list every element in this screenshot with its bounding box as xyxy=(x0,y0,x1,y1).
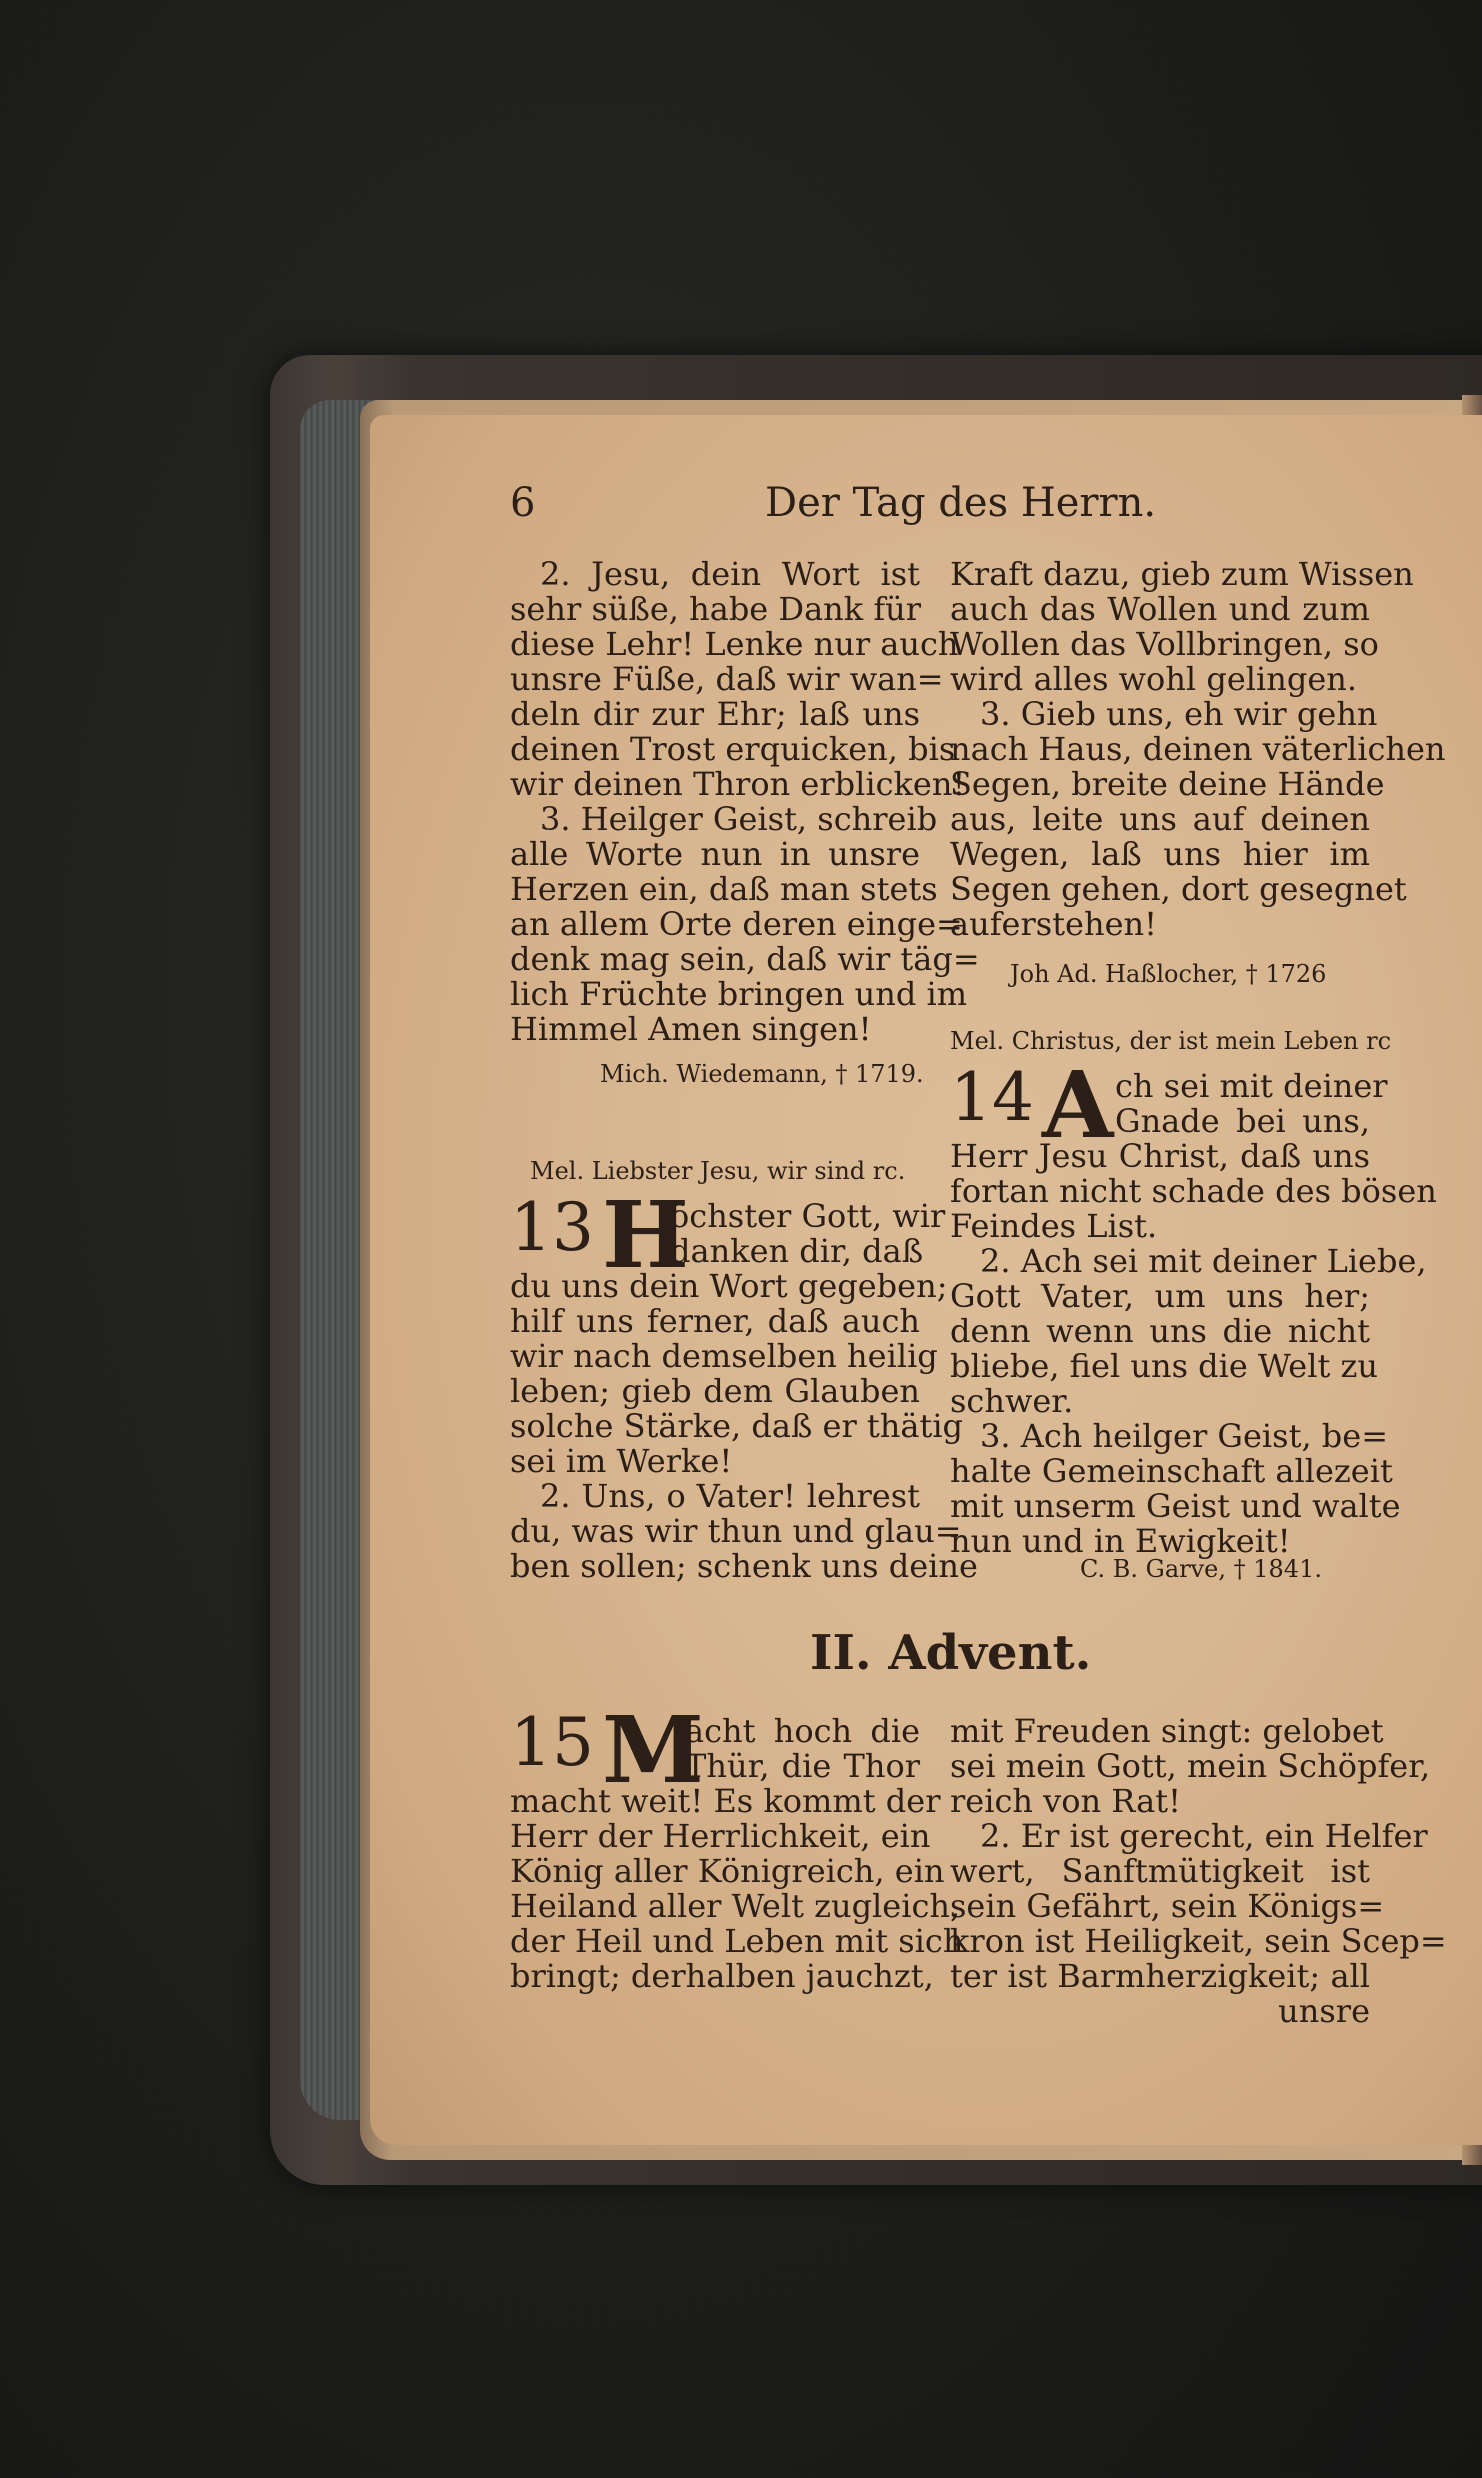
author-signature: Mich. Wiedemann, † 1719. xyxy=(600,1060,924,1088)
text-line: schwer. xyxy=(950,1382,1074,1420)
text-line: Herr Jesu Christ, daß uns xyxy=(950,1137,1370,1175)
text-line: öchster Gott, wir xyxy=(670,1197,946,1235)
text-line: mit unserm Geist und walte xyxy=(950,1487,1401,1525)
text-line: 3. Gieb uns, eh wir gehn xyxy=(980,695,1378,733)
text-line: auferstehen! xyxy=(950,905,1157,943)
melody-note: Mel. Liebster Jesu, wir sind rc. xyxy=(530,1157,906,1185)
author-signature: C. B. Garve, † 1841. xyxy=(1080,1555,1322,1583)
text-line: diese Lehr! Lenke nur auch xyxy=(510,625,959,663)
text-line: Heiland aller Welt zugleich, xyxy=(510,1887,961,1925)
text-line: Gott Vater, um uns her; xyxy=(950,1277,1370,1315)
hymn-15-left xyxy=(510,1782,964,1995)
left-column-top xyxy=(510,555,980,1048)
text-line: reich von Rat! xyxy=(950,1782,1181,1820)
text-line: hilf uns ferner, daß auch xyxy=(510,1302,920,1340)
text-line: wir nach demselben heilig xyxy=(510,1337,938,1375)
drop-capital: M xyxy=(602,1696,704,1804)
right-column-top xyxy=(950,555,1446,943)
drop-capital: H xyxy=(602,1181,689,1289)
hymn-number: 14 xyxy=(950,1059,1034,1136)
text-line: König aller Königreich, ein xyxy=(510,1852,945,1890)
text-line: denn wenn uns die nicht xyxy=(950,1312,1370,1350)
text-line: an allem Orte deren einge= xyxy=(510,905,963,943)
text-line: 3. Ach heilger Geist, be= xyxy=(980,1417,1389,1455)
hymn-15-right xyxy=(950,1712,1447,2030)
text-line: mit Freuden singt: gelobet xyxy=(950,1712,1384,1750)
text-line: acht hoch die xyxy=(685,1712,920,1750)
text-line: sein Gefährt, sein Königs= xyxy=(950,1887,1385,1925)
drop-capital: A xyxy=(1042,1051,1114,1159)
catchword: unsre xyxy=(1278,1992,1370,2030)
hymn-number: 13 xyxy=(510,1189,594,1266)
melody-note: Mel. Christus, der ist mein Leben rc xyxy=(950,1027,1392,1055)
text-line: Himmel Amen singen! xyxy=(510,1010,872,1048)
text-line: ben sollen; schenk uns deine xyxy=(510,1547,978,1585)
text-line: ch sei mit deiner xyxy=(1115,1067,1388,1105)
text-line: aus, leite uns auf deinen xyxy=(950,800,1370,838)
text-line: Segen, breite deine Hände xyxy=(950,765,1385,803)
text-line: halte Gemeinschaft allezeit xyxy=(950,1452,1393,1490)
text-line: denk mag sein, daß wir täg= xyxy=(510,940,980,978)
hymn-15-opening xyxy=(685,1712,920,1785)
text-line: Herzen ein, daß man stets xyxy=(510,870,938,908)
text-line: lich Früchte bringen und im xyxy=(510,975,968,1013)
text-line: nun und in Ewigkeit! xyxy=(950,1522,1291,1560)
author-signature: Joh Ad. Haßlocher, † 1726 xyxy=(1010,960,1327,988)
text-line: 2. Ach sei mit deiner Liebe, xyxy=(980,1242,1427,1280)
text-line: Herr der Herrlichkeit, ein xyxy=(510,1817,931,1855)
hymn-14-opening xyxy=(1115,1067,1388,1140)
text-line: bliebe, fiel uns die Welt zu xyxy=(950,1347,1378,1385)
text-line: 2. Jesu, dein Wort ist xyxy=(540,555,920,593)
text-line: Gnade bei uns, xyxy=(1115,1102,1370,1140)
text-line: 2. Uns, o Vater! lehrest xyxy=(540,1477,920,1515)
text-line: wird alles wohl gelingen. xyxy=(950,660,1358,698)
text-line: der Heil und Leben mit sich xyxy=(510,1922,964,1960)
text-line: 3. Heilger Geist, schreib xyxy=(540,800,938,838)
text-line: sei mein Gott, mein Schöpfer, xyxy=(950,1747,1431,1785)
text-line: solche Stärke, daß er thätig xyxy=(510,1407,964,1445)
text-line: wert, Sanftmütigkeit ist xyxy=(950,1852,1370,1890)
text-line: Kraft dazu, gieb zum Wissen xyxy=(950,555,1414,593)
text-line: Segen gehen, dort gesegnet xyxy=(950,870,1407,908)
text-line: 2. Er ist gerecht, ein Helfer xyxy=(980,1817,1428,1855)
hymn-13-body xyxy=(510,1267,978,1585)
text-line: Wegen, laß uns hier im xyxy=(950,835,1370,873)
book-page xyxy=(370,415,1482,2145)
text-line: deinen Trost erquicken, bis xyxy=(510,730,956,768)
hymn-13-opening xyxy=(670,1197,946,1270)
text-line: fortan nicht schade des bösen xyxy=(950,1172,1437,1210)
text-line: deln dir zur Ehr; laß uns xyxy=(510,695,920,733)
text-line: ter ist Barmherzigkeit; all xyxy=(950,1957,1370,1995)
text-line: danken dir, daß xyxy=(670,1232,924,1270)
text-line: wir deinen Thron erblicken! xyxy=(510,765,966,803)
text-line: leben; gieb dem Glauben xyxy=(510,1372,920,1410)
text-line: sehr süße, habe Dank für xyxy=(510,590,922,628)
text-line: Thür, die Thor xyxy=(685,1747,920,1785)
text-line: Feindes List. xyxy=(950,1207,1158,1245)
text-line: kron ist Heiligkeit, sein Scep= xyxy=(950,1922,1447,1960)
text-line: macht weit! Es kommt der xyxy=(510,1782,941,1820)
text-line: nach Haus, deinen väterlichen xyxy=(950,730,1446,768)
page-number: 6 xyxy=(510,480,536,526)
text-line: du uns dein Wort gegeben; xyxy=(510,1267,948,1305)
text-line: du, was wir thun und glau= xyxy=(510,1512,962,1550)
text-line: unsre Füße, daß wir wan= xyxy=(510,660,944,698)
text-line: Wollen das Vollbringen, so xyxy=(950,625,1379,663)
running-title: Der Tag des Herrn. xyxy=(765,480,1157,526)
text-line: auch das Wollen und zum xyxy=(950,590,1370,628)
text-line: alle Worte nun in unsre xyxy=(510,835,920,873)
text-line: sei im Werke! xyxy=(510,1442,733,1480)
section-title: II. Advent. xyxy=(810,1625,1092,1681)
hymn-number: 15 xyxy=(510,1704,594,1781)
hymn-14-body xyxy=(950,1137,1437,1560)
text-line: bringt; derhalben jauchzt, xyxy=(510,1957,934,1995)
